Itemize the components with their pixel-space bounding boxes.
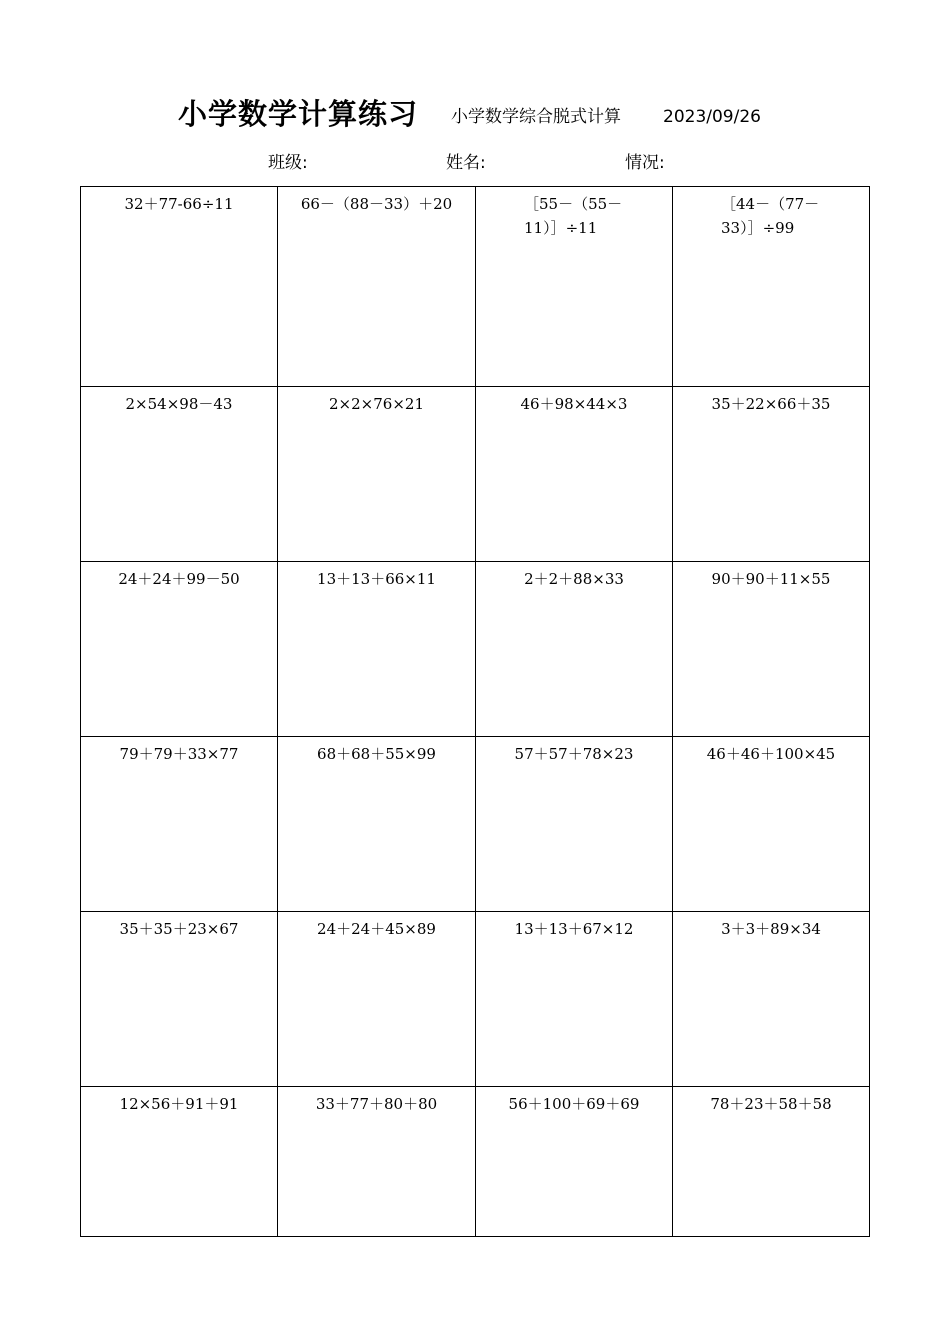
problem-cell — [673, 562, 869, 737]
problem-expression-line: ［55－（55－ — [524, 195, 623, 213]
status-label: 情况: — [625, 153, 665, 173]
problem-expression: 66－（88－33）＋20 — [300, 195, 453, 213]
page-subtitle: 小学数学综合脱式计算 — [451, 107, 621, 127]
problem-expression-line: 33）］÷99 — [721, 219, 795, 237]
problem-expression: 33＋77＋80＋80 — [315, 1095, 438, 1113]
problem-expression: 46＋46＋100×45 — [706, 745, 836, 763]
problem-cell — [673, 912, 869, 1087]
problem-cell — [278, 562, 476, 737]
class-label: 班级: — [268, 153, 308, 173]
problem-cell — [673, 737, 869, 912]
problem-expression: 32＋77-66÷11 — [124, 195, 234, 213]
problem-expression: 78＋23＋58＋58 — [710, 1095, 832, 1113]
problem-cell — [81, 562, 278, 737]
problem-expression: 13＋13＋67×12 — [514, 920, 634, 938]
problem-cell — [278, 1087, 476, 1236]
problem-expression — [721, 187, 821, 240]
problem-cell — [476, 387, 673, 562]
problem-cell — [476, 737, 673, 912]
problem-expression: 56＋100＋69＋69 — [508, 1095, 640, 1113]
problem-expression-line: ［44－（77－ — [721, 195, 820, 213]
problem-cell — [81, 737, 278, 912]
problem-cell — [476, 912, 673, 1087]
date-label: 2023/09/26 — [663, 107, 761, 127]
problem-expression: 24＋24＋99－50 — [118, 570, 240, 588]
problem-expression: 2＋2＋88×33 — [524, 570, 624, 588]
problem-expression: 90＋90＋11×55 — [711, 570, 831, 588]
problem-expression: 24＋24＋45×89 — [317, 920, 436, 938]
student-info-row — [0, 150, 950, 178]
problem-expression: 79＋79＋33×77 — [119, 745, 239, 763]
problem-expression: 13＋13＋66×11 — [317, 570, 436, 588]
problem-cell — [81, 1087, 278, 1236]
problem-cell — [278, 387, 476, 562]
problem-expression: 35＋22×66＋35 — [711, 395, 831, 413]
problem-cell — [476, 562, 673, 737]
problem-expression: 12×56＋91＋91 — [119, 1095, 239, 1113]
problem-cell — [673, 1087, 869, 1236]
problem-expression: 57＋57＋78×23 — [514, 745, 634, 763]
problem-cell — [476, 1087, 673, 1236]
problem-cell — [673, 187, 869, 387]
problem-grid — [80, 186, 870, 1237]
problem-cell — [278, 912, 476, 1087]
problem-expression: 3＋3＋89×34 — [721, 920, 821, 938]
problem-cell — [278, 737, 476, 912]
problem-cell — [81, 912, 278, 1087]
problem-cell — [673, 387, 869, 562]
problem-expression: 68＋68＋55×99 — [317, 745, 436, 763]
problem-expression-line: 11）］÷11 — [524, 219, 598, 237]
header — [0, 92, 950, 138]
problem-cell — [81, 387, 278, 562]
name-label: 姓名: — [446, 153, 486, 173]
page-title: 小学数学计算练习 — [178, 97, 419, 131]
problem-expression: 2×2×76×21 — [329, 395, 424, 413]
problem-expression — [524, 187, 624, 240]
problem-expression: 35＋35＋23×67 — [119, 920, 239, 938]
problem-expression: 2×54×98－43 — [125, 395, 233, 413]
problem-cell — [81, 187, 278, 387]
problem-cell — [278, 187, 476, 387]
problem-cell — [476, 187, 673, 387]
problem-expression: 46＋98×44×3 — [520, 395, 628, 413]
